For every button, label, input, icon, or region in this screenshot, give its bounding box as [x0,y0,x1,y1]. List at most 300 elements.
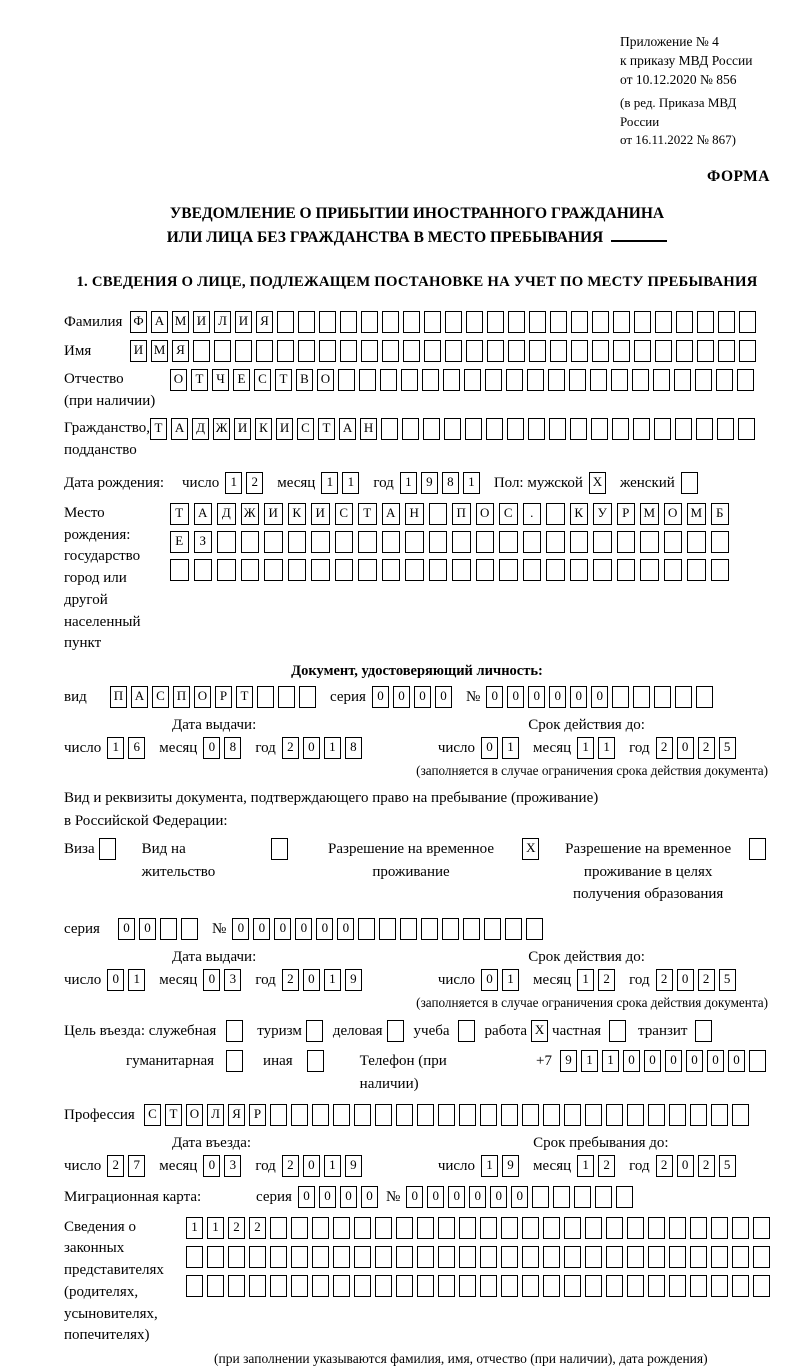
form-cell[interactable] [375,1275,392,1297]
form-cell[interactable] [354,1246,371,1268]
form-cell[interactable] [270,1217,287,1239]
form-cell[interactable]: 0 [203,737,220,759]
form-cell[interactable] [333,1246,350,1268]
form-cell[interactable]: Я [228,1104,245,1126]
form-cell[interactable] [606,1217,623,1239]
purpose-business-checkbox[interactable] [226,1020,247,1042]
form-cell[interactable] [298,311,315,333]
form-cell[interactable]: 0 [507,686,524,708]
form-cell[interactable] [181,918,198,940]
form-cell[interactable]: А [382,503,401,525]
form-cell[interactable] [375,1246,392,1268]
form-cell[interactable]: 1 [186,1217,203,1239]
form-cell[interactable] [640,559,659,581]
form-cell[interactable] [732,1275,749,1297]
form-cell[interactable] [445,311,462,333]
form-cell[interactable] [669,1217,686,1239]
form-cell[interactable] [291,1246,308,1268]
form-cell[interactable] [429,531,448,553]
form-cell[interactable] [463,918,480,940]
form-cell[interactable] [653,369,670,391]
form-cell[interactable]: 0 [203,969,220,991]
form-cell[interactable] [696,686,713,708]
form-cell[interactable]: 2 [598,969,615,991]
form-cell[interactable] [480,1275,497,1297]
form-cell[interactable] [606,1104,623,1126]
form-cell[interactable] [732,1217,749,1239]
form-cell[interactable] [358,918,375,940]
form-cell[interactable] [664,559,683,581]
form-cell[interactable] [570,418,587,440]
form-cell[interactable]: С [297,418,314,440]
form-cell[interactable] [405,531,424,553]
form-cell[interactable]: Т [150,418,167,440]
form-cell[interactable] [529,340,546,362]
form-cell[interactable] [382,340,399,362]
form-cell[interactable] [214,340,231,362]
form-cell[interactable] [338,369,355,391]
form-cell[interactable]: 0 [623,1050,640,1072]
form-cell[interactable] [695,1020,712,1042]
form-cell[interactable]: 6 [128,737,145,759]
form-cell[interactable] [732,1104,749,1126]
form-cell[interactable]: З [194,531,213,553]
form-cell[interactable]: Ж [213,418,230,440]
form-cell[interactable] [690,1104,707,1126]
form-cell[interactable] [459,1246,476,1268]
form-cell[interactable] [593,559,612,581]
form-cell[interactable]: О [186,1104,203,1126]
form-cell[interactable] [438,1104,455,1126]
form-cell[interactable] [307,1050,324,1072]
form-cell[interactable] [466,340,483,362]
form-cell[interactable]: 9 [345,969,362,991]
form-cell[interactable] [654,418,671,440]
form-cell[interactable]: 0 [427,1186,444,1208]
form-cell[interactable] [480,1246,497,1268]
form-cell[interactable] [358,559,377,581]
form-cell[interactable]: К [255,418,272,440]
form-cell[interactable] [718,311,735,333]
form-cell[interactable] [417,1275,434,1297]
form-cell[interactable] [546,559,565,581]
form-cell[interactable]: С [144,1104,161,1126]
form-cell[interactable] [421,918,438,940]
form-cell[interactable] [711,1104,728,1126]
form-cell[interactable] [277,311,294,333]
form-cell[interactable]: О [317,369,334,391]
form-cell[interactable]: 1 [463,472,480,494]
form-cell[interactable]: 0 [316,918,333,940]
purpose-commercial-checkbox[interactable] [387,1020,408,1042]
form-cell[interactable]: 0 [298,1186,315,1208]
form-cell[interactable] [291,1275,308,1297]
form-cell[interactable]: 1 [107,737,124,759]
form-cell[interactable] [675,686,692,708]
form-cell[interactable]: 0 [232,918,249,940]
form-cell[interactable] [711,531,730,553]
form-cell[interactable] [354,1275,371,1297]
form-cell[interactable] [753,1275,770,1297]
form-cell[interactable] [312,1275,329,1297]
form-cell[interactable] [424,311,441,333]
form-cell[interactable] [711,559,730,581]
form-cell[interactable] [564,1246,581,1268]
form-cell[interactable]: X [522,838,539,860]
form-cell[interactable]: 0 [511,1186,528,1208]
form-cell[interactable] [361,311,378,333]
form-cell[interactable]: 1 [324,737,341,759]
form-cell[interactable]: Б [711,503,730,525]
form-cell[interactable]: 1 [400,472,417,494]
form-cell[interactable] [417,1246,434,1268]
form-cell[interactable] [564,1275,581,1297]
form-cell[interactable] [585,1275,602,1297]
form-cell[interactable] [753,1246,770,1268]
form-cell[interactable] [655,340,672,362]
form-cell[interactable]: 2 [228,1217,245,1239]
form-cell[interactable] [476,559,495,581]
form-cell[interactable] [613,340,630,362]
sex-male-checkbox[interactable] [589,472,610,494]
form-cell[interactable] [382,531,401,553]
form-cell[interactable]: 8 [442,472,459,494]
form-cell[interactable] [739,340,756,362]
form-cell[interactable] [207,1275,224,1297]
temp-residence-checkbox[interactable] [522,838,543,860]
form-cell[interactable] [546,503,565,525]
form-cell[interactable]: 1 [321,472,338,494]
form-cell[interactable] [633,686,650,708]
form-cell[interactable] [312,1217,329,1239]
form-cell[interactable] [387,1020,404,1042]
form-cell[interactable] [543,1246,560,1268]
form-cell[interactable] [627,1104,644,1126]
form-cell[interactable] [264,559,283,581]
form-cell[interactable]: 0 [677,969,694,991]
form-cell[interactable] [634,340,651,362]
form-cell[interactable] [571,340,588,362]
purpose-tourism-checkbox[interactable] [306,1020,327,1042]
form-cell[interactable] [592,340,609,362]
form-cell[interactable] [422,369,439,391]
form-cell[interactable] [291,1104,308,1126]
form-cell[interactable] [194,559,213,581]
form-cell[interactable] [288,559,307,581]
form-cell[interactable] [160,918,177,940]
form-cell[interactable] [633,418,650,440]
form-cell[interactable]: Я [172,340,189,362]
form-cell[interactable] [523,559,542,581]
form-cell[interactable]: 0 [274,918,291,940]
form-cell[interactable] [452,559,471,581]
form-cell[interactable] [507,418,524,440]
form-cell[interactable]: 1 [502,969,519,991]
form-cell[interactable] [358,531,377,553]
form-cell[interactable]: 0 [118,918,135,940]
form-cell[interactable]: 2 [598,1155,615,1177]
form-cell[interactable] [585,1104,602,1126]
form-cell[interactable]: 1 [207,1217,224,1239]
form-cell[interactable]: 1 [225,472,242,494]
form-cell[interactable]: С [152,686,169,708]
form-cell[interactable] [501,1104,518,1126]
form-cell[interactable] [485,369,502,391]
form-cell[interactable]: 1 [598,737,615,759]
form-cell[interactable] [718,340,735,362]
form-cell[interactable] [424,340,441,362]
form-cell[interactable]: X [589,472,606,494]
form-cell[interactable] [711,1246,728,1268]
form-cell[interactable] [585,1246,602,1268]
form-cell[interactable] [499,531,518,553]
form-cell[interactable] [452,531,471,553]
form-cell[interactable]: Т [318,418,335,440]
form-cell[interactable]: 0 [303,1155,320,1177]
form-cell[interactable] [464,369,481,391]
form-cell[interactable] [591,418,608,440]
form-cell[interactable] [526,918,543,940]
form-cell[interactable]: М [687,503,706,525]
form-cell[interactable] [423,418,440,440]
form-cell[interactable]: 0 [340,1186,357,1208]
form-cell[interactable] [417,1217,434,1239]
form-cell[interactable]: 0 [481,969,498,991]
form-cell[interactable] [249,1246,266,1268]
form-cell[interactable]: 1 [324,1155,341,1177]
form-cell[interactable] [574,1186,591,1208]
form-cell[interactable] [298,340,315,362]
form-cell[interactable]: 0 [337,918,354,940]
form-cell[interactable] [442,918,459,940]
form-cell[interactable] [669,1275,686,1297]
form-cell[interactable] [654,686,671,708]
form-cell[interactable] [217,531,236,553]
form-cell[interactable]: 9 [560,1050,577,1072]
form-cell[interactable] [319,311,336,333]
form-cell[interactable]: Т [191,369,208,391]
form-cell[interactable]: 0 [295,918,312,940]
form-cell[interactable]: 0 [319,1186,336,1208]
form-cell[interactable] [523,531,542,553]
form-cell[interactable] [417,1104,434,1126]
form-cell[interactable] [543,1275,560,1297]
form-cell[interactable] [527,369,544,391]
form-cell[interactable] [611,369,628,391]
form-cell[interactable]: Н [405,503,424,525]
form-cell[interactable] [438,1246,455,1268]
form-cell[interactable] [476,531,495,553]
form-cell[interactable]: 5 [719,969,736,991]
form-cell[interactable] [716,369,733,391]
form-cell[interactable]: 1 [577,737,594,759]
form-cell[interactable]: 0 [677,1155,694,1177]
form-cell[interactable] [466,311,483,333]
form-cell[interactable] [429,559,448,581]
form-cell[interactable] [278,686,295,708]
form-cell[interactable] [444,418,461,440]
form-cell[interactable]: К [570,503,589,525]
purpose-study-checkbox[interactable] [458,1020,479,1042]
form-cell[interactable] [402,418,419,440]
form-cell[interactable] [264,531,283,553]
form-cell[interactable] [335,531,354,553]
form-cell[interactable] [396,1217,413,1239]
form-cell[interactable] [595,1186,612,1208]
form-cell[interactable] [543,1104,560,1126]
form-cell[interactable]: 0 [677,737,694,759]
form-cell[interactable]: Р [215,686,232,708]
form-cell[interactable] [256,340,273,362]
form-cell[interactable] [553,1186,570,1208]
form-cell[interactable] [458,1020,475,1042]
form-cell[interactable] [459,1217,476,1239]
form-cell[interactable]: 0 [707,1050,724,1072]
form-cell[interactable] [528,418,545,440]
form-cell[interactable] [669,1104,686,1126]
form-cell[interactable] [616,1186,633,1208]
form-cell[interactable] [484,918,501,940]
form-cell[interactable]: 5 [719,1155,736,1177]
form-cell[interactable]: 5 [719,737,736,759]
form-cell[interactable]: Т [170,503,189,525]
form-cell[interactable] [606,1246,623,1268]
form-cell[interactable] [193,340,210,362]
form-cell[interactable]: Т [275,369,292,391]
form-cell[interactable] [257,686,274,708]
form-cell[interactable]: 9 [502,1155,519,1177]
form-cell[interactable]: А [194,503,213,525]
form-cell[interactable] [186,1246,203,1268]
form-cell[interactable]: 2 [698,737,715,759]
form-cell[interactable]: 0 [469,1186,486,1208]
form-cell[interactable] [697,311,714,333]
form-cell[interactable]: С [254,369,271,391]
form-cell[interactable]: И [276,418,293,440]
form-cell[interactable] [270,1275,287,1297]
form-cell[interactable]: 2 [698,1155,715,1177]
form-cell[interactable] [354,1217,371,1239]
form-cell[interactable]: 0 [303,969,320,991]
form-cell[interactable]: О [194,686,211,708]
form-cell[interactable] [749,838,766,860]
form-cell[interactable]: П [173,686,190,708]
form-cell[interactable]: С [499,503,518,525]
form-cell[interactable] [632,369,649,391]
form-cell[interactable]: И [311,503,330,525]
form-cell[interactable]: 0 [372,686,389,708]
form-cell[interactable] [739,311,756,333]
form-cell[interactable]: М [640,503,659,525]
form-cell[interactable] [375,1217,392,1239]
form-cell[interactable] [522,1246,539,1268]
form-cell[interactable]: Е [233,369,250,391]
form-cell[interactable]: Ж [241,503,260,525]
form-cell[interactable]: 2 [107,1155,124,1177]
form-cell[interactable]: О [170,369,187,391]
form-cell[interactable] [186,1275,203,1297]
form-cell[interactable] [753,1217,770,1239]
form-cell[interactable]: 1 [481,1155,498,1177]
form-cell[interactable] [271,838,288,860]
form-cell[interactable] [696,418,713,440]
form-cell[interactable]: И [130,340,147,362]
form-cell[interactable]: Д [217,503,236,525]
form-cell[interactable] [380,369,397,391]
form-cell[interactable] [690,1246,707,1268]
form-cell[interactable]: О [476,503,495,525]
form-cell[interactable] [505,918,522,940]
form-cell[interactable] [335,559,354,581]
purpose-transit-checkbox[interactable] [695,1020,716,1042]
form-cell[interactable]: 9 [345,1155,362,1177]
form-cell[interactable]: 0 [549,686,566,708]
form-cell[interactable]: 0 [139,918,156,940]
form-cell[interactable]: У [593,503,612,525]
visa-checkbox[interactable] [99,838,120,860]
form-cell[interactable] [522,1217,539,1239]
form-cell[interactable]: 1 [342,472,359,494]
form-cell[interactable]: 0 [528,686,545,708]
form-cell[interactable]: Ф [130,311,147,333]
form-cell[interactable] [550,311,567,333]
form-cell[interactable] [546,531,565,553]
form-cell[interactable]: 0 [253,918,270,940]
form-cell[interactable]: 0 [203,1155,220,1177]
form-cell[interactable]: А [131,686,148,708]
form-cell[interactable] [640,531,659,553]
form-cell[interactable] [548,369,565,391]
form-cell[interactable] [396,1104,413,1126]
form-cell[interactable]: С [335,503,354,525]
form-cell[interactable] [508,311,525,333]
form-cell[interactable] [501,1275,518,1297]
form-cell[interactable] [655,311,672,333]
form-cell[interactable] [592,311,609,333]
form-cell[interactable]: Т [165,1104,182,1126]
form-cell[interactable] [669,1246,686,1268]
form-cell[interactable] [487,311,504,333]
form-cell[interactable] [571,311,588,333]
form-cell[interactable] [375,1104,392,1126]
form-cell[interactable]: 0 [414,686,431,708]
form-cell[interactable]: Т [236,686,253,708]
form-cell[interactable]: 3 [224,969,241,991]
form-cell[interactable] [634,311,651,333]
form-cell[interactable] [361,340,378,362]
temp-residence-edu-checkbox[interactable] [749,838,770,860]
form-cell[interactable]: 2 [282,969,299,991]
form-cell[interactable] [277,340,294,362]
form-cell[interactable]: 2 [698,969,715,991]
form-cell[interactable] [396,1246,413,1268]
form-cell[interactable] [207,1246,224,1268]
form-cell[interactable] [459,1275,476,1297]
form-cell[interactable]: Т [358,503,377,525]
form-cell[interactable]: 0 [486,686,503,708]
purpose-other-checkbox[interactable] [307,1050,328,1072]
form-cell[interactable]: 1 [602,1050,619,1072]
form-cell[interactable]: 1 [581,1050,598,1072]
form-cell[interactable] [612,686,629,708]
form-cell[interactable] [99,838,116,860]
form-cell[interactable] [396,1275,413,1297]
form-cell[interactable]: 7 [128,1155,145,1177]
form-cell[interactable] [405,559,424,581]
form-cell[interactable] [270,1104,287,1126]
form-cell[interactable] [711,1217,728,1239]
form-cell[interactable] [549,418,566,440]
